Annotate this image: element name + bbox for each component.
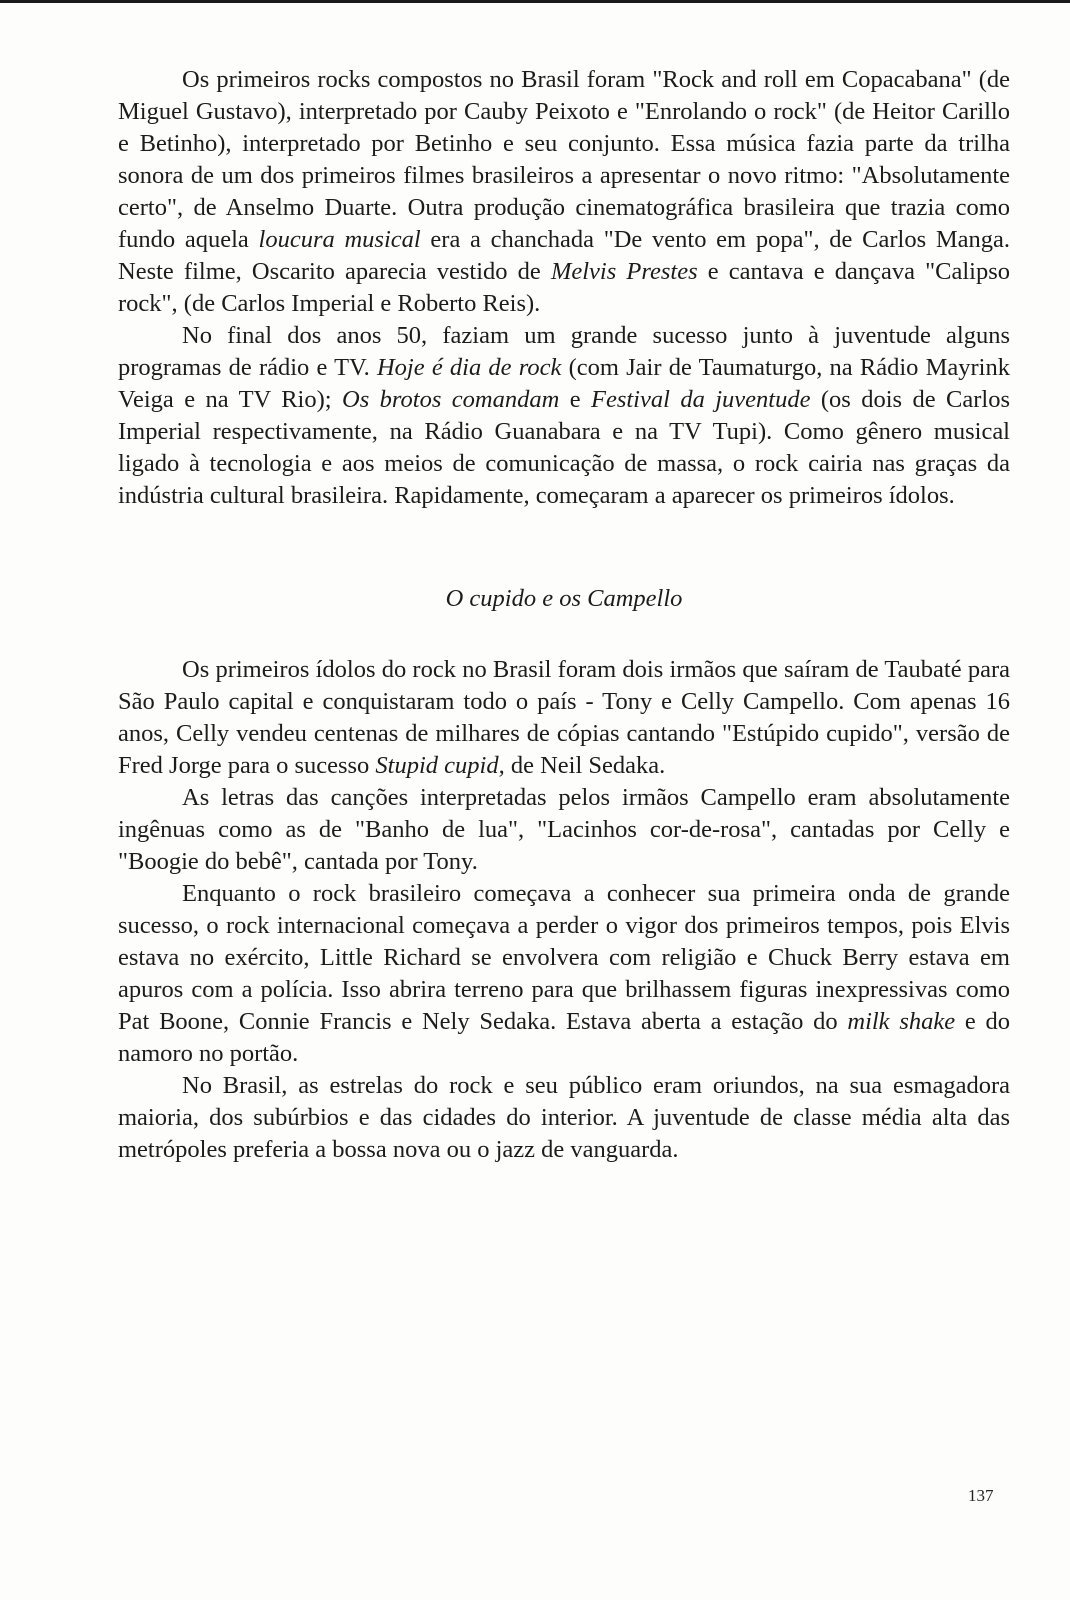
page-number: 137 [968,1486,994,1505]
top-border-rule [0,0,1070,3]
text-block-before-heading [118,64,1010,512]
italic-text-run: Hoje é dia de rock [376,354,562,381]
text-run: Os primeiros rocks compostos no Brasil foram "Rock and roll em Copacabana" (de Miguel Gustavo), interpretado por Cauby Peixoto e "Enrolando o rock" (de Heitor Carillo e Betinho), interpretado por Betinho e seu conjunto. Essa música fazia parte da trilha sonora de um dos primeiros filmes brasileiros a apresentar o novo ritmo: "Absolutamente certo", de Anselmo Duarte. Outra produção cinematográfica brasileira que trazia como fundo aquela [118,66,1010,253]
text-run: e do namoro no portão. [118,1008,1011,1067]
paragraph [118,320,1010,512]
italic-text-run: Os brotos comandam [342,386,560,413]
italic-text-run: Festival da juventude [591,386,811,413]
italic-text-run: milk shake [847,1008,956,1035]
paragraph [118,782,1010,878]
text-block-after-heading [118,654,1010,1166]
page-body [118,64,1010,1166]
text-run: (com Jair de Taumaturgo, na Rádio Mayrink Veiga e na TV Rio); [118,354,1010,413]
text-run: No final dos anos 50, faziam um grande sucesso junto à juventude alguns programas de rádio e TV. [118,322,1010,381]
paragraph [118,1070,1010,1166]
text-run: As letras das canções interpretadas pelos irmãos Campello eram absolutamente ingênuas como as de "Banho de lua", "Lacinhos cor-de-rosa", cantadas por Celly e "Boogie do bebê", cantada por Tony. [118,784,1010,875]
italic-text-run: loucura musical [258,226,421,253]
paragraph [118,654,1010,782]
text-run: Enquanto o rock brasileiro começava a conhecer sua primeira onda de grande sucesso, o rock internacional começava a perder o vigor dos primeiros tempos, pois Elvis estava no exército, Little Richard se envolvera com religião e Chuck Berry estava em apuros com a polícia. Isso abrira terreno para que brilhassem figuras inexpressivas como Pat Boone, Connie Francis e Nely Sedaka. Estava aberta a estação do [118,880,1010,1035]
text-run: Os primeiros ídolos do rock no Brasil foram dois irmãos que saíram de Taubaté para São Paulo capital e conquistaram todo o país - Tony e Celly Campello. Com apenas 16 anos, Celly vendeu centenas de milhares de cópias cantando "Estúpido cupido", versão de Fred Jorge para o sucesso [118,656,1010,779]
section-heading: O cupido e os Campello [445,585,683,612]
italic-text-run: Stupid cupid, [375,752,505,779]
paragraph [118,64,1010,320]
text-run: era a chanchada "De vento em popa", de Carlos Manga. Neste filme, Oscarito aparecia vestido de [118,226,1010,285]
text-run: e cantava e dançava "Calipso rock", (de Carlos Imperial e Roberto Reis). [118,258,1010,317]
text-run: e [559,386,591,413]
italic-text-run: Melvis Prestes [550,258,698,285]
paragraph [118,878,1010,1070]
text-run: (os dois de Carlos Imperial respectivamente, na Rádio Guanabara e na TV Tupi). Como gênero musical ligado à tecnologia e aos meios de comunicação de massa, o rock cairia nas graças da indústria cultural brasileira. Rapidamente, começaram a aparecer os primeiros ídolos. [118,386,1011,509]
text-run: No Brasil, as estrelas do rock e seu público eram oriundos, na sua esmagadora maioria, dos subúrbios e das cidades do interior. A juventude de classe média alta das metrópoles preferia a bossa nova ou o jazz de vanguarda. [118,1072,1010,1163]
text-run: de Neil Sedaka. [504,752,666,779]
